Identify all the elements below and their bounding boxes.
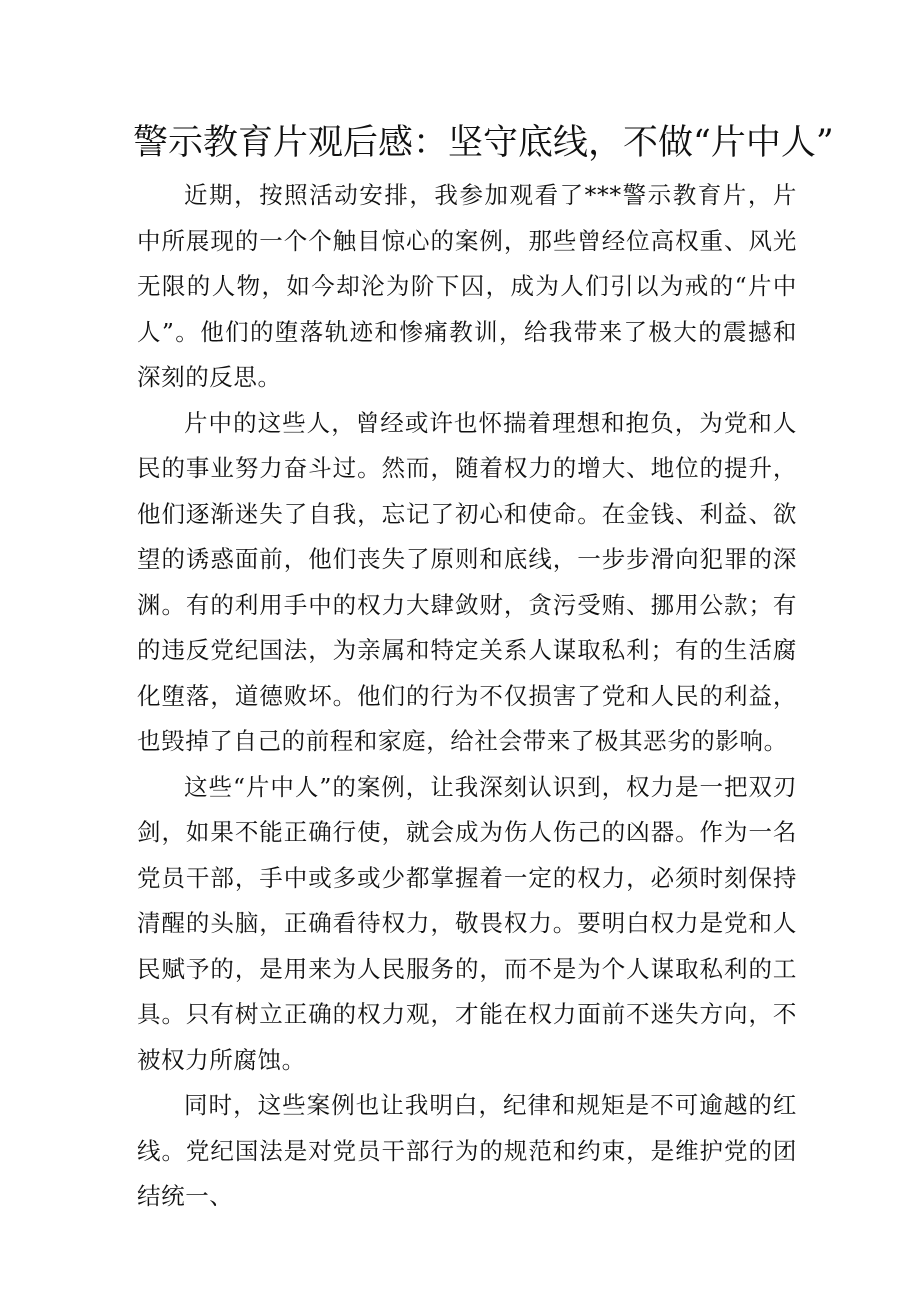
paragraph: 同时，这些案例也让我明白，纪律和规矩是不可逾越的红线。党纪国法是对党员干部行为的规范和约束，是维护党的团结统一、 — [137, 1091, 797, 1210]
document-title: 警示教育片观后感：坚守底线，不做“片中人” — [133, 123, 834, 163]
paragraph: 这些“片中人”的案例，让我深刻认识到，权力是一把双刃剑，如果不能正确行使，就会成为伤人伤己的凶器。作为一名党员干部，手中或多或少都掌握着一定的权力，必须时刻保持清醒的头脑，正确看待权力，敬畏权力。要明白权力是党和人民赋予的，是用来为人民服务的，而不是为个人谋取私利的工具。只有树立正确的权力观，才能在权力面前不迷失方向，不被权力所腐蚀。 — [137, 772, 797, 1074]
paragraph: 片中的这些人，曾经或许也怀揣着理想和抱负，为党和人民的事业努力奋斗过。然而，随着权力的增大、地位的提升，他们逐渐迷失了自我，忘记了初心和使命。在金钱、利益、欲望的诱惑面前，他们丧失了原则和底线，一步步滑向犯罪的深渊。有的利用手中的权力大肆敛财，贪污受贿、挪用公款；有的违反党纪国法，为亲属和特定关系人谋取私利；有的生活腐化堕落，道德败坏。他们的行为不仅损害了党和人民的利益，也毁掉了自己的前程和家庭，给社会带来了极其恶劣的影响。 — [137, 408, 797, 755]
document-body — [137, 173, 797, 1220]
paragraph: 近期，按照活动安排，我参加观看了***警示教育片，片中所展现的一个个触目惊心的案例，那些曾经位高权重、风光无限的人物，如今却沦为阶下囚，成为人们引以为戒的“片中人”。他们的堕落轨迹和惨痛教训，给我带来了极大的震撼和深刻的反思。 — [137, 181, 797, 391]
